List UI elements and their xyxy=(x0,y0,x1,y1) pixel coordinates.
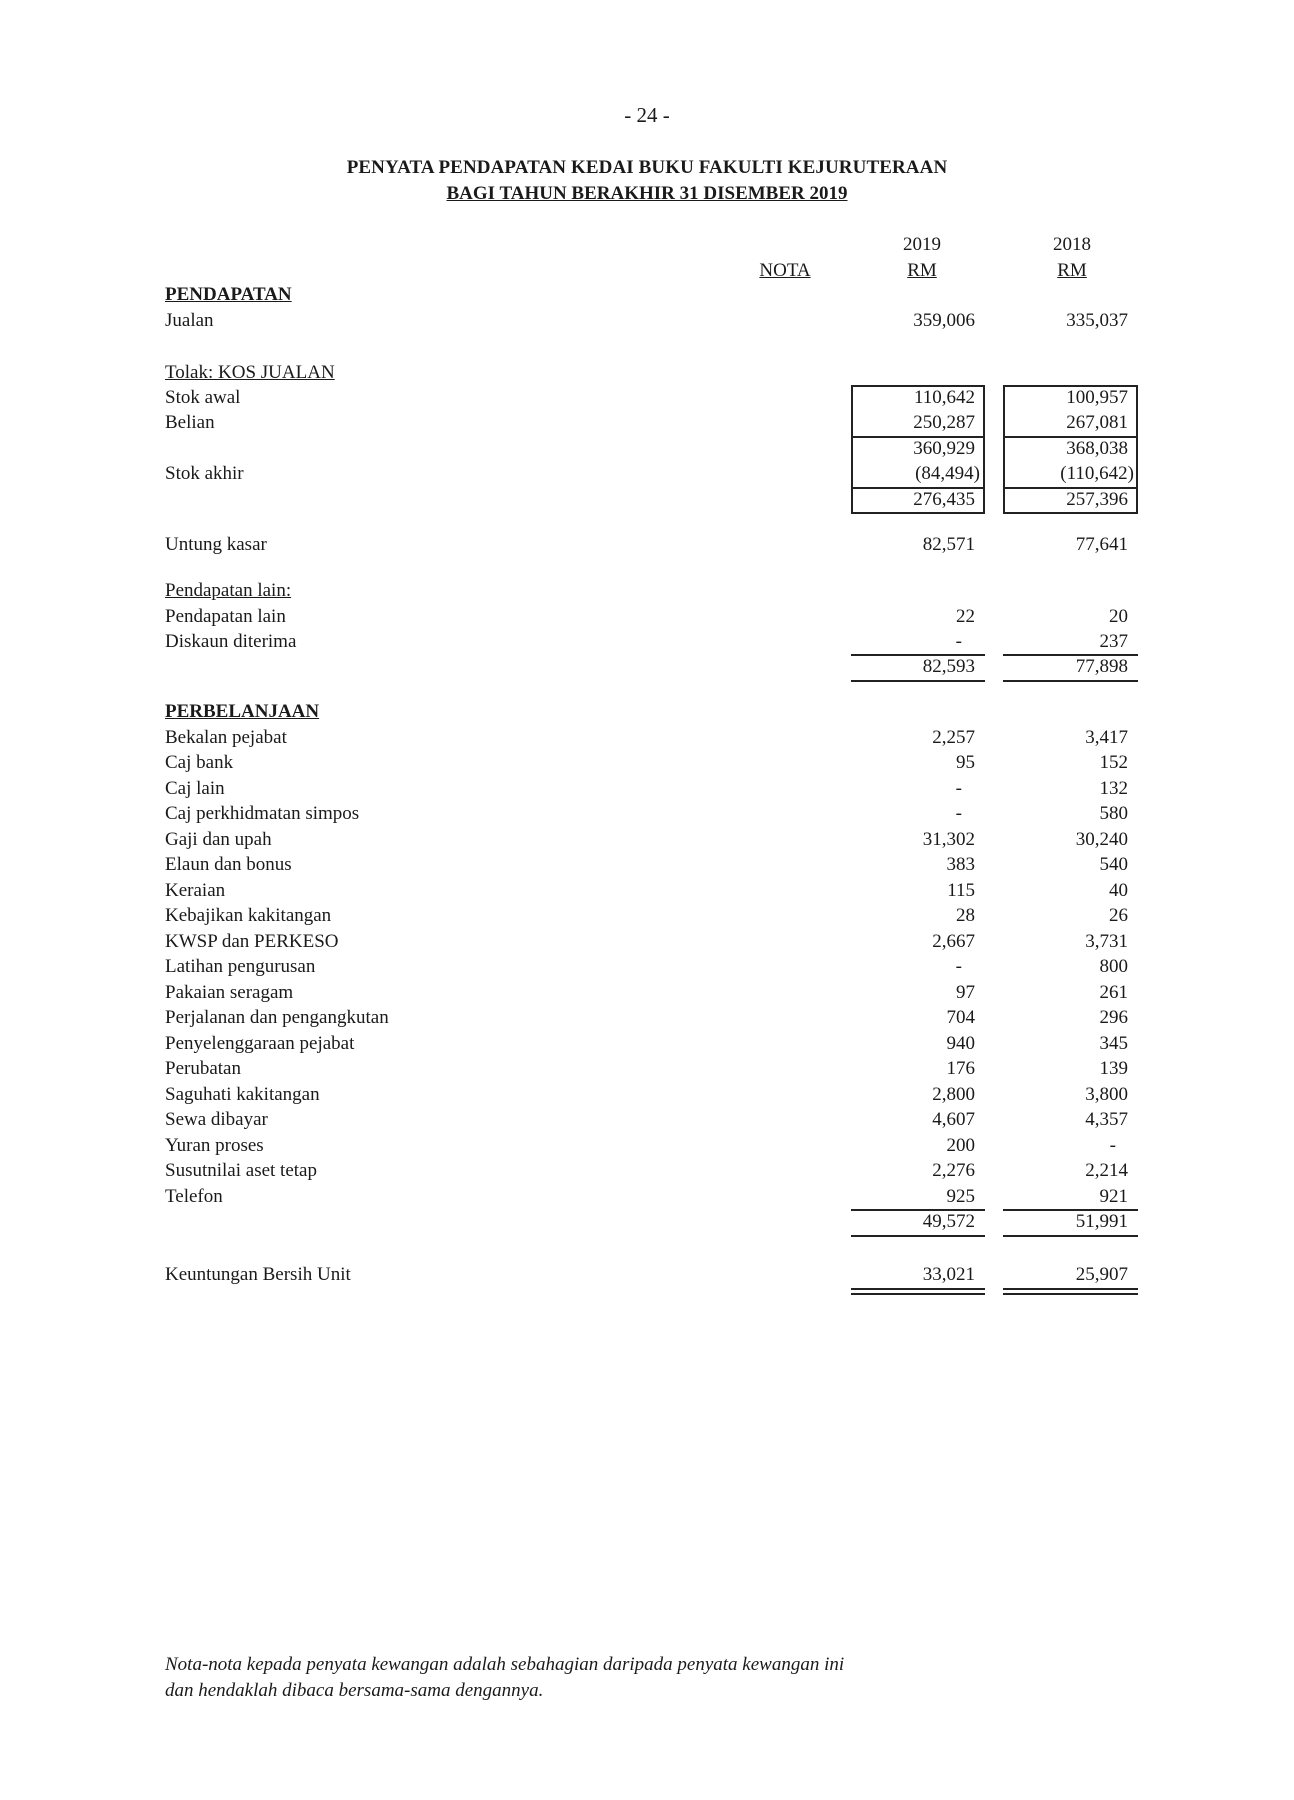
pendapatan-lain-line-bottom-2018 xyxy=(1003,680,1138,682)
expense-label: Pakaian seragam xyxy=(165,982,294,1003)
value-kos-total-2019: 276,435 xyxy=(913,489,975,510)
expense-value-2018: 3,417 xyxy=(1085,727,1128,748)
expense-value-2018: 345 xyxy=(1099,1033,1128,1054)
expense-label: Bekalan pejabat xyxy=(165,727,287,748)
expense-label: Caj bank xyxy=(165,752,234,773)
value-keuntungan-bersih-2018: 25,907 xyxy=(1075,1264,1128,1285)
value-belian-2018: 267,081 xyxy=(1066,412,1128,433)
value-kos-subtotal-2018: 368,038 xyxy=(1066,438,1128,459)
column-year-2019: 2019 xyxy=(903,234,941,255)
value-diskaun-diterima-2018: 237 xyxy=(1099,631,1128,652)
expense-label: Sewa dibayar xyxy=(165,1109,268,1130)
value-belian-2019: 250,287 xyxy=(913,412,975,433)
expense-label: Caj perkhidmatan simpos xyxy=(165,803,360,824)
row-label-diskaun-diterima: Diskaun diterima xyxy=(165,631,297,652)
section-heading-perbelanjaan: PERBELANJAAN xyxy=(165,701,320,722)
row-label-stok-akhir: Stok akhir xyxy=(165,463,244,484)
section-heading-kos-jualan: Tolak: KOS JUALAN xyxy=(165,362,335,383)
expense-value-2019: 95 xyxy=(956,752,975,773)
value-perbelanjaan-total-2018: 51,991 xyxy=(1075,1211,1128,1232)
value-perbelanjaan-total-2019: 49,572 xyxy=(922,1211,975,1232)
row-label-keuntungan-bersih: Keuntungan Bersih Unit xyxy=(165,1264,351,1285)
expense-value-2018: 921 xyxy=(1099,1186,1128,1207)
pendapatan-lain-line-bottom-2019 xyxy=(851,680,985,682)
expense-label: Susutnilai aset tetap xyxy=(165,1160,317,1181)
value-untung-kasar-2019: 82,571 xyxy=(922,534,975,555)
value-jualan-2019: 359,006 xyxy=(913,310,975,331)
expense-value-2018: 4,357 xyxy=(1085,1109,1128,1130)
expense-label: Caj lain xyxy=(165,778,225,799)
value-pendapatan-lain-2018: 20 xyxy=(1109,606,1128,627)
value-jualan-2018: 335,037 xyxy=(1066,310,1128,331)
expense-label: Yuran proses xyxy=(165,1135,264,1156)
expense-value-2018: 40 xyxy=(1109,880,1128,901)
expense-value-2019: 383 xyxy=(946,854,975,875)
value-stok-akhir-2019: (84,494) xyxy=(915,463,980,484)
column-year-2018: 2018 xyxy=(1053,234,1091,255)
net-profit-double-line-2-2018 xyxy=(1003,1293,1138,1295)
expense-value-2018: 3,800 xyxy=(1085,1084,1128,1105)
expense-label: Keraian xyxy=(165,880,226,901)
value-keuntungan-bersih-2019: 33,021 xyxy=(922,1264,975,1285)
expense-value-2018: 132 xyxy=(1099,778,1128,799)
expense-value-2019: 2,276 xyxy=(932,1160,975,1181)
section-heading-pendapatan-lain: Pendapatan lain: xyxy=(165,580,292,601)
expense-value-2019: 940 xyxy=(946,1033,975,1054)
expense-value-2019: 31,302 xyxy=(922,829,975,850)
expense-label: Perjalanan dan pengangkutan xyxy=(165,1007,389,1028)
expense-label: Penyelenggaraan pejabat xyxy=(165,1033,355,1054)
row-label-jualan: Jualan xyxy=(165,310,214,331)
expense-value-2018: 261 xyxy=(1099,982,1128,1003)
value-pendapatan-lain-total-2019: 82,593 xyxy=(922,656,975,677)
expense-label: Kebajikan kakitangan xyxy=(165,905,332,926)
column-currency-2019: RM xyxy=(907,260,937,281)
net-profit-double-line-2-2019 xyxy=(851,1293,985,1295)
expense-value-2019: - xyxy=(955,956,962,977)
expense-value-2019: 2,800 xyxy=(932,1084,975,1105)
expense-label: KWSP dan PERKESO xyxy=(165,931,339,952)
expense-value-2019: 97 xyxy=(956,982,975,1003)
net-profit-double-line-1-2019 xyxy=(851,1288,985,1290)
section-heading-pendapatan: PENDAPATAN xyxy=(165,284,292,305)
expense-value-2019: 2,667 xyxy=(932,931,975,952)
expense-value-2019: 200 xyxy=(946,1135,975,1156)
expense-label: Perubatan xyxy=(165,1058,241,1079)
expense-label: Gaji dan upah xyxy=(165,829,272,850)
statement-period-text: BAGI TAHUN BERAKHIR 31 DISEMBER 2019 xyxy=(446,183,848,204)
expense-value-2019: - xyxy=(955,803,962,824)
value-pendapatan-lain-2019: 22 xyxy=(956,606,975,627)
row-label-pendapatan-lain: Pendapatan lain xyxy=(165,606,286,627)
expense-value-2018: 152 xyxy=(1099,752,1128,773)
value-kos-subtotal-2019: 360,929 xyxy=(913,438,975,459)
column-nota: NOTA xyxy=(759,260,811,281)
value-stok-akhir-2018: (110,642) xyxy=(1060,463,1134,484)
expense-value-2018: - xyxy=(1109,1135,1116,1156)
value-stok-awal-2018: 100,957 xyxy=(1066,387,1128,408)
value-kos-total-2018: 257,396 xyxy=(1066,489,1128,510)
expense-value-2018: 30,240 xyxy=(1075,829,1128,850)
value-untung-kasar-2018: 77,641 xyxy=(1075,534,1128,555)
expense-value-2018: 296 xyxy=(1099,1007,1128,1028)
expense-label: Latihan pengurusan xyxy=(165,956,316,977)
footer-note-line-1: Nota-nota kepada penyata kewangan adalah sebahagian daripada penyata kewangan ini xyxy=(165,1654,845,1675)
expense-label: Saguhati kakitangan xyxy=(165,1084,320,1105)
column-currency-2018: RM xyxy=(1057,260,1087,281)
row-label-stok-awal: Stok awal xyxy=(165,387,241,408)
expense-value-2018: 800 xyxy=(1099,956,1128,977)
value-diskaun-diterima-2019: - xyxy=(955,631,962,652)
perbelanjaan-line-bottom-2018 xyxy=(1003,1235,1138,1237)
expense-value-2019: 115 xyxy=(947,880,975,901)
expense-value-2019: - xyxy=(955,778,962,799)
expense-label: Elaun dan bonus xyxy=(165,854,292,875)
expense-value-2019: 28 xyxy=(956,905,975,926)
perbelanjaan-line-bottom-2019 xyxy=(851,1235,985,1237)
expense-value-2019: 4,607 xyxy=(932,1109,975,1130)
value-pendapatan-lain-total-2018: 77,898 xyxy=(1075,656,1128,677)
expense-value-2019: 704 xyxy=(946,1007,975,1028)
expense-value-2018: 3,731 xyxy=(1085,931,1128,952)
row-label-belian: Belian xyxy=(165,412,215,433)
statement-period xyxy=(0,183,1294,205)
expense-value-2018: 139 xyxy=(1099,1058,1128,1079)
expense-value-2018: 2,214 xyxy=(1085,1160,1128,1181)
page-number: - 24 - xyxy=(624,103,670,127)
expense-value-2018: 580 xyxy=(1099,803,1128,824)
expense-value-2019: 925 xyxy=(946,1186,975,1207)
expense-value-2018: 540 xyxy=(1099,854,1128,875)
footer-note-line-2: dan hendaklah dibaca bersama-sama dengannya. xyxy=(165,1680,544,1701)
expense-label: Telefon xyxy=(165,1186,223,1207)
value-stok-awal-2019: 110,642 xyxy=(913,387,975,408)
statement-title: PENYATA PENDAPATAN KEDAI BUKU FAKULTI KEJURUTERAAN xyxy=(346,157,948,178)
expense-value-2019: 2,257 xyxy=(932,727,975,748)
net-profit-double-line-1-2018 xyxy=(1003,1288,1138,1290)
expense-value-2019: 176 xyxy=(946,1058,975,1079)
row-label-untung-kasar: Untung kasar xyxy=(165,534,267,555)
expense-value-2018: 26 xyxy=(1109,905,1128,926)
